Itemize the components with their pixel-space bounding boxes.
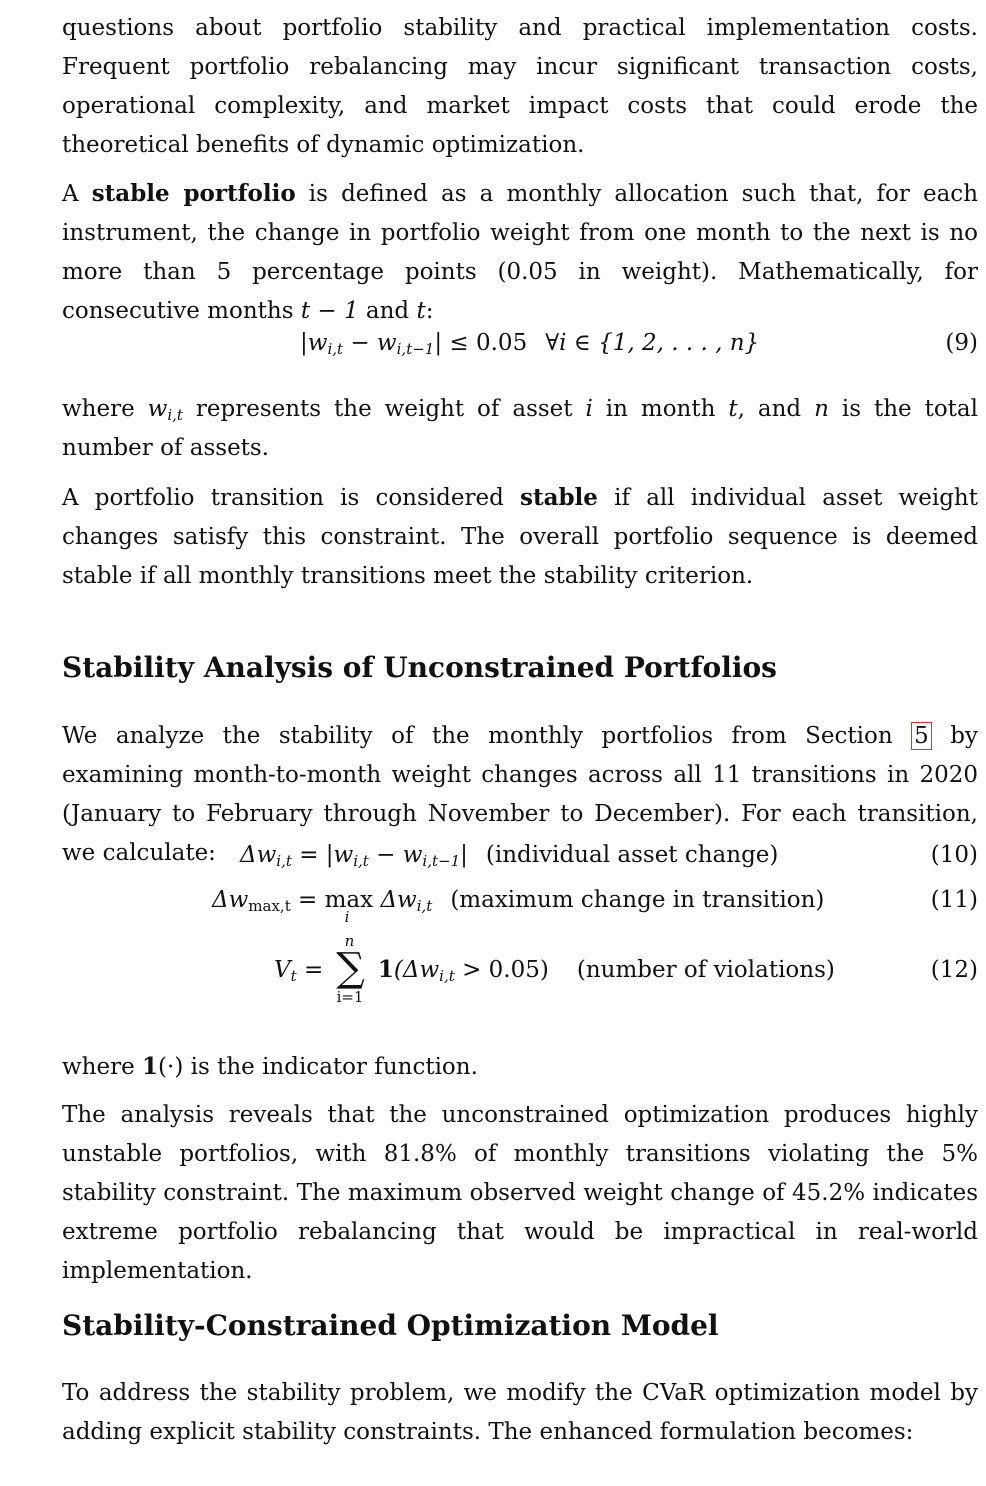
equation-number: (12) [930, 957, 978, 983]
equation-9: $|w_{i,t} - w_{i,t-1}| \le 0.05$ ∀i ∈ {1, 2, . . . , n} (9) [62, 323, 978, 363]
equation-number: (9) [945, 330, 978, 356]
paragraph-indicator-function: where 1(·) is the indicator function. [62, 1053, 478, 1080]
paragraph-stable-portfolio-definition: A stable portfolio is defined as a monthly allocation such that, for each instrument, the change in portfolio weight from one month to the next is no more than 5 percentage points (0.05 in weight). Mathematically, for consecutive months t − 1 and t: [62, 180, 979, 324]
paragraph-stability-analysis-intro: We analyze the stability of the monthly portfolios from Section 5 by examining month-to-month weight changes across all 11 transitions in 2020 (January to February through November to December). For each transition, we calculate: [62, 723, 979, 866]
paragraph-implementation-costs: questions about portfolio stability and practical implementation costs. Frequent portfolio rebalancing may incur significant transaction costs, operational complexity, and market impact costs that could erode the theoretical benefits of dynamic optimization. [62, 15, 978, 158]
equation-12: $V_t$ = ∑ n i=1 $1(\Delta w_{i,t} > 0.05)$ (number of violations) (12) [274, 932, 978, 1006]
paragraph-analysis-results: The analysis reveals that the unconstrained optimization produces highly unstable portfolios, with 81.8% of monthly transitions violating the 5% stability constraint. The maximum observed weight change of 45.2% indicates extreme portfolio rebalancing that would be impractical in real-world implementation. [62, 1102, 978, 1284]
equation-number: (10) [930, 842, 978, 868]
section-heading-stability-constrained-model: Stability-Constrained Optimization Model [62, 1309, 719, 1342]
paragraph-stable-transition: A portfolio transition is considered stable if all individual asset weight changes satisfy this constraint. The overall portfolio sequence is deemed stable if all monthly transitions meet the stability criterion. [62, 484, 978, 589]
equation-10: $\Delta w_{i,t} = |w_{i,t} - w_{i,t-1}|$ (individual asset change) (10) [62, 835, 978, 875]
equation-number: (11) [930, 887, 978, 913]
section-heading-stability-analysis: Stability Analysis of Unconstrained Portfolios [62, 651, 777, 684]
paragraph-weight-definition: where $w_{i,t}$ represents the weight of asset i in month t, and n is the total number of assets. [62, 396, 978, 461]
equation-11: $\Delta w_{max,t} = \max$ i $\Delta w_{i,t}$ (maximum change in transition) (11) [62, 880, 978, 920]
term-stable: stable [520, 484, 598, 511]
section-reference-link[interactable]: 5 [911, 722, 932, 750]
term-stable-portfolio: stable portfolio [91, 180, 296, 207]
paragraph-enhanced-formulation: To address the stability problem, we modify the CVaR optimization model by adding explicit stability constraints. The enhanced formulation becomes: [62, 1380, 978, 1445]
summation-symbol: ∑ [336, 945, 365, 991]
